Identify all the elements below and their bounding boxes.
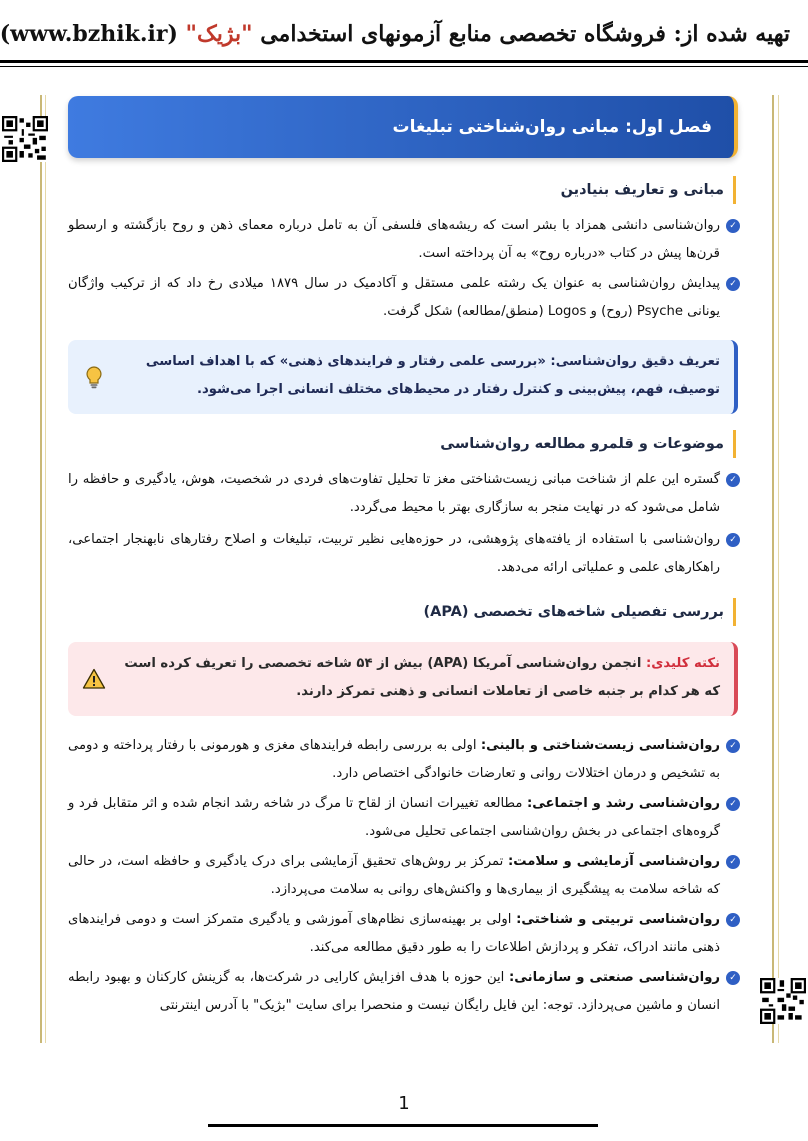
check-circle-icon: ✓	[726, 739, 740, 753]
lightbulb-icon	[82, 365, 106, 389]
check-circle-icon: ✓	[726, 913, 740, 927]
branch-term: روان‌شناسی آزمایشی و سلامت:	[508, 854, 720, 869]
list-item-text	[68, 848, 740, 904]
branch-description: تمرکز بر روش‌های تحقیق آزمایشی برای درک یادگیری و حافظه است، در حالی که شاخه سلامت به پیشگیری از بیماری‌ها و واکنش‌های روانی به سلامت می‌پردازد.	[68, 854, 720, 897]
check-circle-icon: ✓	[726, 473, 740, 487]
check-circle-icon: ✓	[726, 219, 740, 233]
list-item	[68, 790, 740, 846]
list-item-text	[68, 964, 740, 1020]
branch-term: روان‌شناسی صنعتی و سازمانی:	[509, 970, 720, 985]
header-site: (www.bzhik.ir)	[0, 21, 186, 47]
branch-term: روان‌شناسی زیست‌شناختی و بالینی:	[480, 738, 721, 753]
warning-icon	[82, 667, 106, 691]
chapter-title: فصل اول: مبانی روان‌شناختی تبلیغات	[392, 117, 712, 137]
definition-box	[68, 340, 738, 414]
list-item	[68, 526, 740, 582]
left-border-line	[40, 95, 42, 1043]
list-item	[68, 848, 740, 904]
section-title-scope: موضوعات و قلمرو مطالعه روان‌شناسی	[440, 430, 736, 458]
branch-term: روان‌شناسی تربیتی و شناختی:	[516, 912, 720, 927]
qr-code-icon	[760, 978, 806, 1024]
section-title-foundations: مبانی و تعاریف بنیادین	[561, 176, 736, 204]
qr-code-icon	[2, 116, 48, 162]
list-item	[68, 212, 740, 268]
key-note-box	[68, 642, 738, 716]
list-item	[68, 964, 740, 1020]
header-rule	[0, 60, 808, 63]
list-item-text: گستره این علم از شناخت مبانی زیست‌شناختی مغز تا تحلیل تفاوت‌های فردی در شخصیت، هوش، یادگیری و حافظه را شامل می‌شود که در نهایت منجر به سازگاری بهتر با محیط می‌گردد.	[68, 472, 720, 515]
left-border-line-inner	[45, 95, 46, 1043]
list-item-text	[68, 790, 740, 846]
header-rule-thin	[0, 66, 808, 67]
branch-description: این حوزه با هدف افزایش کارایی در شرکت‌ها، به گزینش کارکنان و بهبود رابطه انسان و ماشین می‌پردازد. توجه: این فایل رایگان نیست و منحصرا برای سایت "بژیک" با آدرس اینترنتی	[68, 970, 720, 1013]
branch-description: اولی به بررسی رابطه فرایندهای مغزی و هورمونی با رفتار پرداخته و دومی به تشخیص و درمان اختلالات روانی و تعارضات خانوادگی اختصاص دارد.	[68, 738, 720, 781]
footer-rule	[208, 1124, 598, 1127]
header-brand: "بژیک"	[185, 21, 253, 47]
list-item-text	[68, 732, 740, 788]
list-item-text	[68, 906, 740, 962]
check-circle-icon: ✓	[726, 971, 740, 985]
list-item-text: پیدایش روان‌شناسی به عنوان یک رشته علمی مستقل و آکادمیک در سال ۱۸۷۹ میلادی رخ داد که از ترکیب واژگان یونانی Psyche (روح) و Logos (منطق/مطالعه) شکل گرفت.	[68, 276, 720, 319]
section-title-apa-branches: بررسی تفصیلی شاخه‌های تخصصی (APA)	[423, 598, 736, 626]
key-note-text	[68, 642, 734, 714]
check-circle-icon: ✓	[726, 797, 740, 811]
right-border-line-inner	[778, 95, 779, 1043]
key-note-body: انجمن روان‌شناسی آمریکا (APA) بیش از ۵۴ شاخه تخصصی را تعریف کرده است که هر کدام بر جنبه خاصی از تعاملات انسانی و ذهنی تمرکز دارند.	[124, 656, 720, 699]
branch-description: اولی بر بهینه‌سازی نظام‌های آموزشی و یادگیری متمرکز است و دومی فرایندهای ذهنی مانند ادراک، تفکر و پردازش اطلاعات را به طور دقیق مطالعه می‌کند.	[68, 912, 720, 955]
definition-text: تعریف دقیق روان‌شناسی: «بررسی علمی رفتار و فرایندهای ذهنی» که با اهداف اساسی توصیف، فهم، پیش‌بینی و کنترل رفتار در محیط‌های مختلف انسانی اجرا می‌شود.	[145, 354, 720, 397]
list-item-text: روان‌شناسی دانشی همزاد با بشر است که ریشه‌های فلسفی آن به تامل درباره معمای ذهن و روح بازگشته و ارسطو قرن‌ها پیش در کتاب «درباره روح» به آن پرداخته است.	[68, 218, 720, 261]
check-circle-icon: ✓	[726, 855, 740, 869]
branch-term: روان‌شناسی رشد و اجتماعی:	[526, 796, 720, 811]
list-item	[68, 732, 740, 788]
key-note-label: نکته کلیدی:	[645, 656, 720, 671]
header-prefix: تهیه شده از: فروشگاه تخصصی منابع آزمونهای استخدامی	[252, 21, 790, 47]
check-circle-icon: ✓	[726, 277, 740, 291]
branch-description: مطالعه تغییرات انسان از لقاح تا مرگ در شاخه رشد انجام شده و اثر متقابل فرد و گروه‌های اجتماعی در بخش روان‌شناسی اجتماعی تحلیل می‌شود.	[68, 796, 720, 839]
page-header	[0, 8, 794, 60]
list-item	[68, 906, 740, 962]
list-item	[68, 466, 740, 522]
right-border-line	[772, 95, 774, 1043]
list-item-text: روان‌شناسی با استفاده از یافته‌های پژوهشی، در حوزه‌هایی نظیر تربیت، تبلیغات و اصلاح رفتارهای نابهنجار اجتماعی، راهکارهای علمی و عملیاتی ارائه می‌دهد.	[68, 532, 720, 575]
page-number: 1	[398, 1093, 410, 1114]
check-circle-icon: ✓	[726, 533, 740, 547]
chapter-banner	[68, 96, 738, 158]
list-item	[68, 270, 740, 326]
